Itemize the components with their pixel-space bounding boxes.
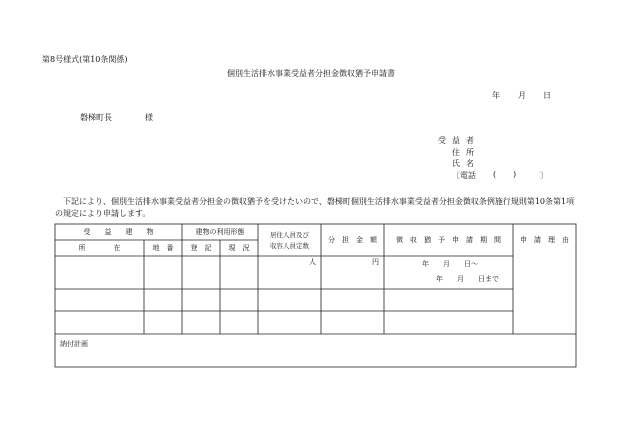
document-title: 個別生活排水事業受益者分担金徴収猶予申請書 xyxy=(227,69,395,78)
header-residents-line2: 収容人員定数 xyxy=(270,242,309,250)
applicant-phone-label: 〔電話 xyxy=(452,171,476,180)
payment-plan-label: 納付計画 xyxy=(60,340,88,348)
header-reason: 申 請 理 由 xyxy=(520,236,569,244)
applicant-address-label: 住所 xyxy=(452,148,480,157)
phone-paren-open: ( xyxy=(493,170,497,179)
header-lot-number: 地 番 xyxy=(152,244,174,252)
header-period: 徴 収 猶 予 申 請 期 間 xyxy=(396,236,501,244)
date-day-label: 日 xyxy=(543,91,551,100)
form-label: 第8号様式(第10条関係) xyxy=(42,55,128,64)
phone-bracket-close: 〕 xyxy=(540,171,548,180)
addressee-honorific: 様 xyxy=(145,113,153,122)
amount-unit: 円 xyxy=(372,258,379,266)
header-usage: 建物の利用形態 xyxy=(195,228,245,236)
date-month-label: 月 xyxy=(518,91,526,100)
header-amount: 分 担 金 額 xyxy=(328,236,377,244)
date-year-label: 年 xyxy=(492,91,500,100)
phone-paren-close: ) xyxy=(513,170,517,179)
header-residents-line1: 居住人員及び xyxy=(270,231,309,239)
header-building: 受 益 建 物 xyxy=(83,228,154,236)
header-registration: 登 記 xyxy=(190,244,212,252)
applicant-label: 受益者 xyxy=(438,136,480,145)
request-body-text: 下記により、個別生活排水事業受益者分担金の徴収猶予を受けたいので、磐梯町個別生活排水事業受益者分担金徴収条例施行規則第10条第1項の規定により申請します。 xyxy=(55,197,575,218)
applicant-name-label: 氏名 xyxy=(452,159,480,168)
period-to: 年 月 日まで xyxy=(436,275,499,283)
header-current: 現 況 xyxy=(228,244,250,252)
header-location: 所 在 xyxy=(78,244,121,252)
addressee-name: 磐梯町長 xyxy=(80,113,112,122)
residents-unit: 人 xyxy=(309,258,316,266)
period-from: 年 月 日～ xyxy=(422,260,478,268)
